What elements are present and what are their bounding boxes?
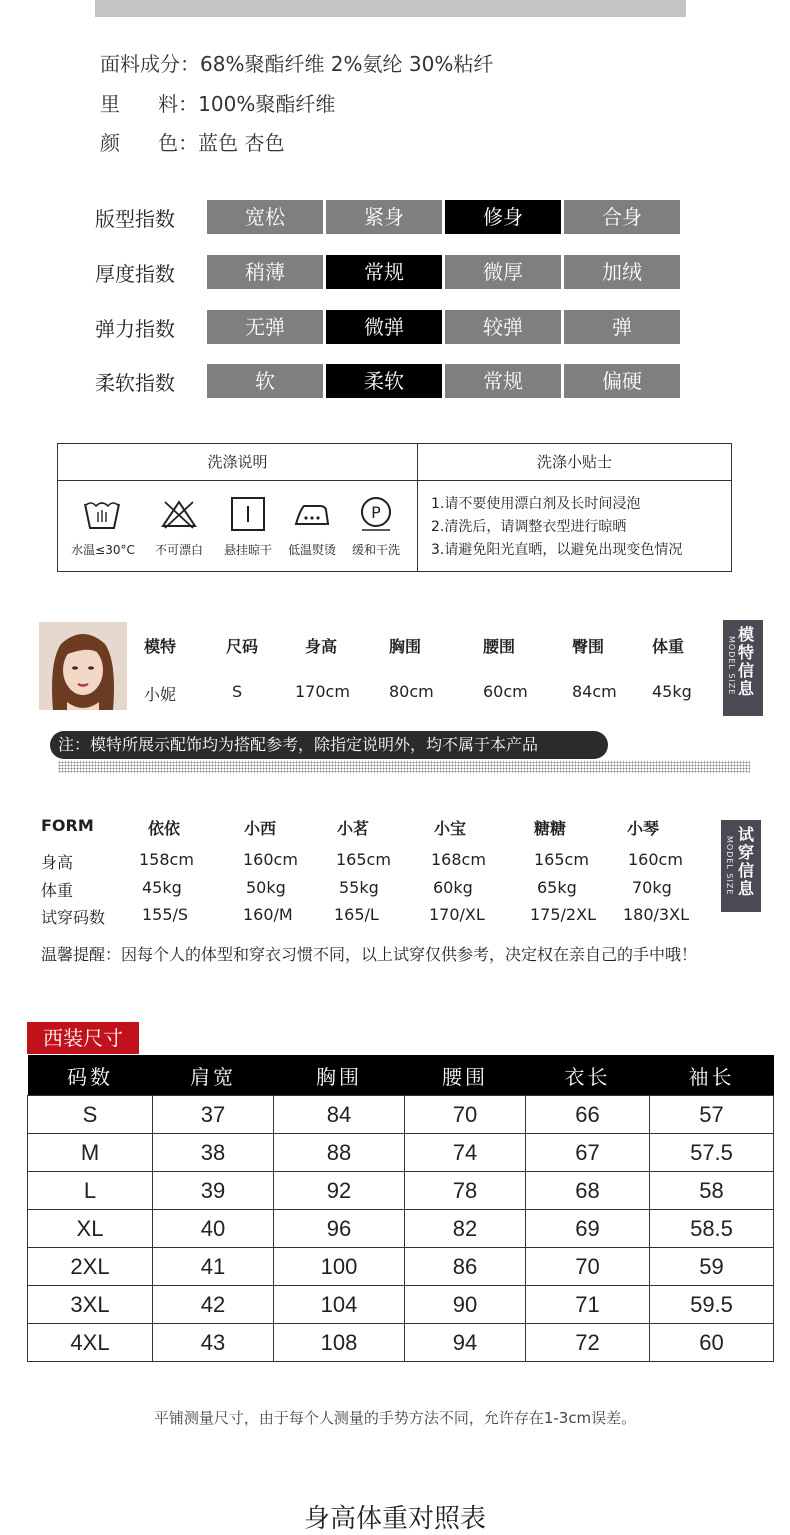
material-label: 面料成分： (100, 52, 200, 76)
size-cell: 37 (153, 1096, 274, 1134)
lining-row (100, 88, 335, 117)
size-cell: 90 (405, 1286, 526, 1324)
index-option: 无弹 (207, 310, 323, 344)
index-option: 宽松 (207, 200, 323, 234)
hang-dry-icon (228, 496, 268, 532)
tryon-cell: 165/L (334, 905, 379, 924)
index-option: 合身 (564, 200, 680, 234)
size-header-cell: 衣长 (526, 1055, 650, 1096)
size-cell: 94 (405, 1324, 526, 1362)
tryon-cell: 165cm (534, 850, 589, 869)
size-cell: 57.5 (650, 1134, 774, 1172)
index-option: 修身 (445, 200, 561, 234)
tryon-cell: 168cm (431, 850, 486, 869)
size-cell: 92 (274, 1172, 405, 1210)
washing-title: 洗涤说明 (207, 453, 268, 471)
size-cell: 82 (405, 1210, 526, 1248)
tryon-header-cell: 小西 (244, 819, 277, 838)
index-option: 柔软 (326, 364, 442, 398)
index-label: 版型指数 (95, 207, 175, 231)
tryon-header-cell: 依依 (148, 819, 181, 838)
index-label: 弹力指数 (95, 317, 175, 341)
size-cell: 42 (153, 1286, 274, 1324)
index-label: 柔软指数 (95, 371, 175, 395)
wash-temp-label: 水温≤30°C (71, 543, 135, 557)
index-option: 软 (207, 364, 323, 398)
model-header-cell: 模特 (144, 637, 177, 656)
size-cell: 43 (153, 1324, 274, 1362)
tryon-cell: 50kg (246, 878, 286, 897)
index-option: 微厚 (445, 255, 561, 289)
size-table (27, 1055, 774, 1362)
size-cell: S (28, 1096, 153, 1134)
model-header-cell: 尺码 (226, 637, 259, 656)
size-header-cell: 袖长 (650, 1055, 774, 1096)
size-cell: 68 (526, 1172, 650, 1210)
size-cell: 74 (405, 1134, 526, 1172)
measurement-footnote: 平铺测量尺寸，由于每个人测量的手势方法不同，允许存在1-3cm误差。 (153, 1409, 637, 1427)
size-header-cell: 肩宽 (153, 1055, 274, 1096)
accessory-note: 注：模特所展示配饰均为搭配参考，除指定说明外，均不属于本产品 (50, 731, 608, 759)
index-option: 较弹 (445, 310, 561, 344)
model-value-cell: 84cm (572, 682, 617, 701)
size-row (28, 1096, 774, 1134)
tryon-cell: 身高 (41, 853, 74, 872)
lining-value: 100%聚酯纤维 (198, 92, 336, 116)
tryon-cell: 180/3XL (623, 905, 689, 924)
size-cell: XL (28, 1210, 153, 1248)
size-cell: 60 (650, 1324, 774, 1362)
model-header-cell: 体重 (652, 637, 685, 656)
index-option: 常规 (326, 255, 442, 289)
model-value-cell: 小妮 (144, 685, 177, 704)
model-avatar (39, 622, 127, 710)
dryclean-label: 缓和干洗 (351, 543, 400, 557)
size-cell: 66 (526, 1096, 650, 1134)
model-info-tag (723, 620, 763, 716)
tryon-cell: 170/XL (429, 905, 485, 924)
svg-text:P: P (371, 503, 381, 522)
dotted-divider (58, 761, 750, 773)
color-row (100, 127, 285, 156)
tryon-info-tag-en: MODEL SIZE (725, 836, 734, 896)
size-cell: 59.5 (650, 1286, 774, 1324)
tryon-cell: 65kg (537, 878, 577, 897)
washing-tip: 1.请不要使用漂白剂及长时间浸泡 (431, 496, 641, 512)
size-cell: 84 (274, 1096, 405, 1134)
tryon-cell: 160cm (243, 850, 298, 869)
size-cell: 58.5 (650, 1210, 774, 1248)
size-cell: 100 (274, 1248, 405, 1286)
washing-tip: 3.请避免阳光直晒，以避免出现变色情况 (431, 542, 683, 558)
tryon-cell: 160cm (628, 850, 683, 869)
size-cell: 70 (405, 1096, 526, 1134)
tryon-cell: 70kg (632, 878, 672, 897)
low-iron-label: 低温熨烫 (287, 543, 336, 557)
tryon-cell: 45kg (142, 878, 182, 897)
tryon-cell: 试穿码数 (41, 908, 106, 927)
gentle-dryclean-icon (356, 496, 396, 532)
size-cell: 59 (650, 1248, 774, 1286)
size-cell: 72 (526, 1324, 650, 1362)
color-value: 蓝色 杏色 (198, 131, 285, 155)
model-header-cell: 身高 (305, 637, 338, 656)
material-row (100, 48, 493, 77)
tryon-header-cell: 小琴 (627, 819, 660, 838)
index-option: 稍薄 (207, 255, 323, 289)
size-cell: 41 (153, 1248, 274, 1286)
size-cell: 70 (526, 1248, 650, 1286)
index-option: 微弹 (326, 310, 442, 344)
height-weight-chart-title: 身高体重对照表 (303, 1504, 486, 1534)
size-header-cell: 胸围 (274, 1055, 405, 1096)
size-header-cell: 腰围 (405, 1055, 526, 1096)
tryon-header-cell: 小茗 (337, 819, 370, 838)
tryon-cell: 体重 (41, 881, 74, 900)
tryon-header-cell: FORM (41, 816, 94, 835)
model-value-cell: 170cm (295, 682, 350, 701)
size-row (28, 1324, 774, 1362)
size-cell: 38 (153, 1134, 274, 1172)
model-value-cell: S (232, 682, 243, 701)
washing-tip: 2.清洗后，请调整衣型进行晾晒 (431, 519, 627, 535)
size-cell: 71 (526, 1286, 650, 1324)
size-cell: 88 (274, 1134, 405, 1172)
tryon-cell: 55kg (339, 878, 379, 897)
tryon-info-tag (721, 820, 761, 912)
tryon-info-tag-text: 试穿信息 (737, 825, 754, 898)
tryon-header-cell: 糖糖 (534, 819, 567, 838)
model-info-tag-text: 模特信息 (737, 625, 754, 698)
tryon-cell: 60kg (433, 878, 473, 897)
size-row (28, 1172, 774, 1210)
size-cell: 78 (405, 1172, 526, 1210)
model-header-cell: 胸围 (389, 637, 422, 656)
index-label: 厚度指数 (95, 262, 175, 286)
size-cell: 40 (153, 1210, 274, 1248)
size-cell: 58 (650, 1172, 774, 1210)
size-cell: 96 (274, 1210, 405, 1248)
size-cell: 2XL (28, 1248, 153, 1286)
tryon-cell: 160/M (243, 905, 293, 924)
size-header-cell: 码数 (28, 1055, 153, 1096)
tryon-reminder: 温馨提醒：因每个人的体型和穿衣习惯不同，以上试穿仅供参考，决定权在亲自己的手中哦！ (41, 945, 698, 964)
model-value-cell: 45kg (652, 682, 692, 701)
material-value: 68%聚酯纤维 2%氨纶 30%粘纤 (200, 52, 494, 76)
tryon-cell: 165cm (336, 850, 391, 869)
size-cell: 86 (405, 1248, 526, 1286)
tryon-cell: 158cm (139, 850, 194, 869)
size-cell: 57 (650, 1096, 774, 1134)
size-cell: M (28, 1134, 153, 1172)
model-value-cell: 60cm (483, 682, 528, 701)
size-cell: 67 (526, 1134, 650, 1172)
suit-size-tag: 西装尺寸 (27, 1022, 139, 1054)
low-iron-icon (292, 496, 332, 532)
index-option: 加绒 (564, 255, 680, 289)
washing-tips-title: 洗涤小贴士 (536, 453, 612, 471)
washing-instructions-box (57, 443, 732, 572)
size-row (28, 1248, 774, 1286)
index-option: 常规 (445, 364, 561, 398)
size-cell: 39 (153, 1172, 274, 1210)
no-bleach-label: 不可漂白 (154, 543, 203, 557)
size-cell: 108 (274, 1324, 405, 1362)
tryon-cell: 155/S (142, 905, 189, 924)
top-banner-strip (95, 0, 686, 17)
tryon-header-cell: 小宝 (434, 819, 467, 838)
color-label: 颜 色： (100, 131, 199, 155)
index-option: 偏硬 (564, 364, 680, 398)
model-info-tag-en: MODEL SIZE (727, 636, 736, 696)
lining-label: 里 料： (100, 92, 199, 116)
size-cell: 4XL (28, 1324, 153, 1362)
no-bleach-icon (159, 496, 199, 532)
size-cell: 3XL (28, 1286, 153, 1324)
index-option: 紧身 (326, 200, 442, 234)
tryon-cell: 175/2XL (530, 905, 596, 924)
model-header-cell: 臀围 (572, 637, 605, 656)
hang-dry-label: 悬挂晾干 (223, 543, 272, 557)
index-option: 弹 (564, 310, 680, 344)
size-cell: 69 (526, 1210, 650, 1248)
size-row (28, 1210, 774, 1248)
size-cell: L (28, 1172, 153, 1210)
model-value-cell: 80cm (389, 682, 434, 701)
size-row (28, 1286, 774, 1324)
size-row (28, 1134, 774, 1172)
size-cell: 104 (274, 1286, 405, 1324)
model-header-cell: 腰围 (483, 637, 516, 656)
wash-tub-icon (82, 496, 122, 532)
